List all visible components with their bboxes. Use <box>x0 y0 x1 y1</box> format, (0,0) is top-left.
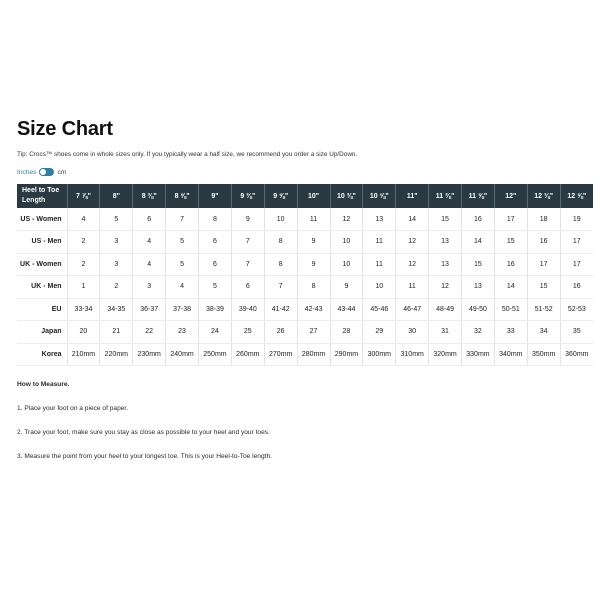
table-cell: 210mm <box>67 343 100 366</box>
table-cell: 230mm <box>133 343 166 366</box>
table-cell: 6 <box>231 276 264 299</box>
heel-to-toe-header <box>17 184 67 208</box>
table-cell: 43-44 <box>330 298 363 321</box>
table-cell: 33 <box>494 321 527 344</box>
size-column-header: 7 ⅞" <box>67 184 100 208</box>
table-cell: 6 <box>199 253 232 276</box>
table-cell: 5 <box>166 253 199 276</box>
how-to-measure-section <box>17 380 287 476</box>
table-row <box>17 321 593 344</box>
table-cell: 13 <box>429 253 462 276</box>
size-tip-text: Tip: Crocs™ shoes come in whole sizes only. If you typically wear a half size, we recommend you order a size Up/Down. <box>17 151 358 158</box>
table-cell: 5 <box>199 276 232 299</box>
table-cell: 9 <box>330 276 363 299</box>
table-cell: 14 <box>494 276 527 299</box>
unit-switch-knob <box>40 169 46 175</box>
table-cell: 5 <box>100 208 133 231</box>
table-cell: 32 <box>462 321 495 344</box>
table-cell: 320mm <box>429 343 462 366</box>
measure-step-1: 1. Place your foot on a piece of paper. <box>17 405 129 412</box>
size-column-header: 8" <box>100 184 133 208</box>
row-label: UK - Women <box>17 253 67 276</box>
table-cell: 11 <box>297 208 330 231</box>
size-chart-table <box>17 184 593 366</box>
table-cell: 14 <box>396 208 429 231</box>
table-cell: 10 <box>363 276 396 299</box>
table-row <box>17 231 593 254</box>
unit-switch[interactable] <box>39 168 54 176</box>
size-column-header: 8 ⅝" <box>166 184 199 208</box>
table-cell: 23 <box>166 321 199 344</box>
table-cell: 15 <box>527 276 560 299</box>
size-column-header: 9" <box>199 184 232 208</box>
table-cell: 8 <box>297 276 330 299</box>
table-cell: 3 <box>100 231 133 254</box>
size-column-header: 12 ⅜" <box>527 184 560 208</box>
table-cell: 15 <box>462 253 495 276</box>
table-cell: 12 <box>330 208 363 231</box>
heel-to-toe-header-line2: Length <box>22 197 46 204</box>
table-cell: 41-42 <box>264 298 297 321</box>
table-cell: 13 <box>363 208 396 231</box>
size-column-header: 10" <box>297 184 330 208</box>
size-column-header: 11 ⅝" <box>462 184 495 208</box>
table-cell: 3 <box>100 253 133 276</box>
table-cell: 50-51 <box>494 298 527 321</box>
table-cell: 30 <box>396 321 429 344</box>
table-cell: 35 <box>560 321 593 344</box>
table-cell: 49-50 <box>462 298 495 321</box>
row-label: UK - Men <box>17 276 67 299</box>
table-cell: 6 <box>199 231 232 254</box>
size-column-header: 9 ⅜" <box>231 184 264 208</box>
table-cell: 52-53 <box>560 298 593 321</box>
table-cell: 12 <box>429 276 462 299</box>
table-cell: 300mm <box>363 343 396 366</box>
table-cell: 11 <box>396 276 429 299</box>
table-cell: 42-43 <box>297 298 330 321</box>
table-cell: 12 <box>396 231 429 254</box>
table-cell: 13 <box>462 276 495 299</box>
table-cell: 5 <box>166 231 199 254</box>
size-column-header: 8 ⅜" <box>133 184 166 208</box>
table-cell: 8 <box>199 208 232 231</box>
table-cell: 36-37 <box>133 298 166 321</box>
size-column-header: 12" <box>494 184 527 208</box>
table-row <box>17 298 593 321</box>
table-cell: 18 <box>527 208 560 231</box>
table-cell: 16 <box>527 231 560 254</box>
table-cell: 19 <box>560 208 593 231</box>
table-cell: 310mm <box>396 343 429 366</box>
table-cell: 270mm <box>264 343 297 366</box>
table-cell: 17 <box>560 231 593 254</box>
unit-toggle[interactable] <box>17 168 66 176</box>
size-column-header: 11 ⅜" <box>429 184 462 208</box>
table-cell: 20 <box>67 321 100 344</box>
table-cell: 27 <box>297 321 330 344</box>
size-column-header: 12 ⅝" <box>560 184 593 208</box>
table-cell: 10 <box>264 208 297 231</box>
table-cell: 46-47 <box>396 298 429 321</box>
table-cell: 280mm <box>297 343 330 366</box>
size-column-header: 11" <box>396 184 429 208</box>
table-cell: 17 <box>560 253 593 276</box>
table-cell: 31 <box>429 321 462 344</box>
table-cell: 21 <box>100 321 133 344</box>
table-cell: 240mm <box>166 343 199 366</box>
table-cell: 17 <box>494 208 527 231</box>
table-cell: 250mm <box>199 343 232 366</box>
table-cell: 45-46 <box>363 298 396 321</box>
table-cell: 39-40 <box>231 298 264 321</box>
row-label: Korea <box>17 343 67 366</box>
table-cell: 26 <box>264 321 297 344</box>
table-cell: 3 <box>133 276 166 299</box>
heel-to-toe-header-line1: Heel to Toe <box>22 187 60 194</box>
table-cell: 6 <box>133 208 166 231</box>
table-cell: 260mm <box>231 343 264 366</box>
table-cell: 13 <box>429 231 462 254</box>
table-cell: 10 <box>330 231 363 254</box>
table-cell: 4 <box>67 208 100 231</box>
table-cell: 290mm <box>330 343 363 366</box>
table-cell: 34-35 <box>100 298 133 321</box>
table-cell: 37-38 <box>166 298 199 321</box>
table-cell: 350mm <box>527 343 560 366</box>
table-cell: 11 <box>363 253 396 276</box>
table-cell: 7 <box>231 231 264 254</box>
table-cell: 7 <box>166 208 199 231</box>
table-row <box>17 208 593 231</box>
table-cell: 11 <box>363 231 396 254</box>
row-label: EU <box>17 298 67 321</box>
table-cell: 7 <box>264 276 297 299</box>
table-cell: 9 <box>297 253 330 276</box>
table-cell: 9 <box>297 231 330 254</box>
table-cell: 15 <box>429 208 462 231</box>
unit-inches-label[interactable]: Inches <box>17 168 37 176</box>
table-row <box>17 343 593 366</box>
row-label: US - Men <box>17 231 67 254</box>
table-cell: 16 <box>560 276 593 299</box>
table-cell: 4 <box>166 276 199 299</box>
table-cell: 10 <box>330 253 363 276</box>
table-cell: 330mm <box>462 343 495 366</box>
table-cell: 48-49 <box>429 298 462 321</box>
table-cell: 15 <box>494 231 527 254</box>
table-cell: 360mm <box>560 343 593 366</box>
table-cell: 8 <box>264 253 297 276</box>
table-cell: 2 <box>67 231 100 254</box>
table-cell: 24 <box>199 321 232 344</box>
table-row <box>17 253 593 276</box>
table-row <box>17 276 593 299</box>
table-cell: 25 <box>231 321 264 344</box>
page-title: Size Chart <box>17 118 113 140</box>
table-cell: 14 <box>462 231 495 254</box>
table-cell: 22 <box>133 321 166 344</box>
table-cell: 340mm <box>494 343 527 366</box>
how-to-measure-title: How to Measure. <box>17 381 70 388</box>
table-body <box>17 208 593 366</box>
measure-step-3: 3. Measure the point from your heel to your longest toe. This is your Heel-to-Toe length. <box>17 453 272 460</box>
size-column-header: 10 ⅝" <box>363 184 396 208</box>
table-cell: 29 <box>363 321 396 344</box>
size-column-header: 9 ⅝" <box>264 184 297 208</box>
size-column-header: 10 ⅜" <box>330 184 363 208</box>
table-cell: 34 <box>527 321 560 344</box>
measure-step-2: 2. Trace your foot, make sure you stay as close as possible to your heel and your toes. <box>17 429 270 436</box>
table-cell: 9 <box>231 208 264 231</box>
table-cell: 17 <box>527 253 560 276</box>
table-cell: 38-39 <box>199 298 232 321</box>
table-cell: 220mm <box>100 343 133 366</box>
table-cell: 8 <box>264 231 297 254</box>
table-cell: 7 <box>231 253 264 276</box>
table-cell: 2 <box>100 276 133 299</box>
table-cell: 51-52 <box>527 298 560 321</box>
table-cell: 16 <box>462 208 495 231</box>
table-cell: 12 <box>396 253 429 276</box>
table-header-row <box>17 184 593 208</box>
table-cell: 1 <box>67 276 100 299</box>
table-cell: 2 <box>67 253 100 276</box>
unit-cm-label[interactable]: cm <box>57 168 67 176</box>
table-cell: 28 <box>330 321 363 344</box>
table-cell: 4 <box>133 231 166 254</box>
table-cell: 16 <box>494 253 527 276</box>
row-label: US - Women <box>17 208 67 231</box>
row-label: Japan <box>17 321 67 344</box>
table-cell: 33-34 <box>67 298 100 321</box>
table-cell: 4 <box>133 253 166 276</box>
